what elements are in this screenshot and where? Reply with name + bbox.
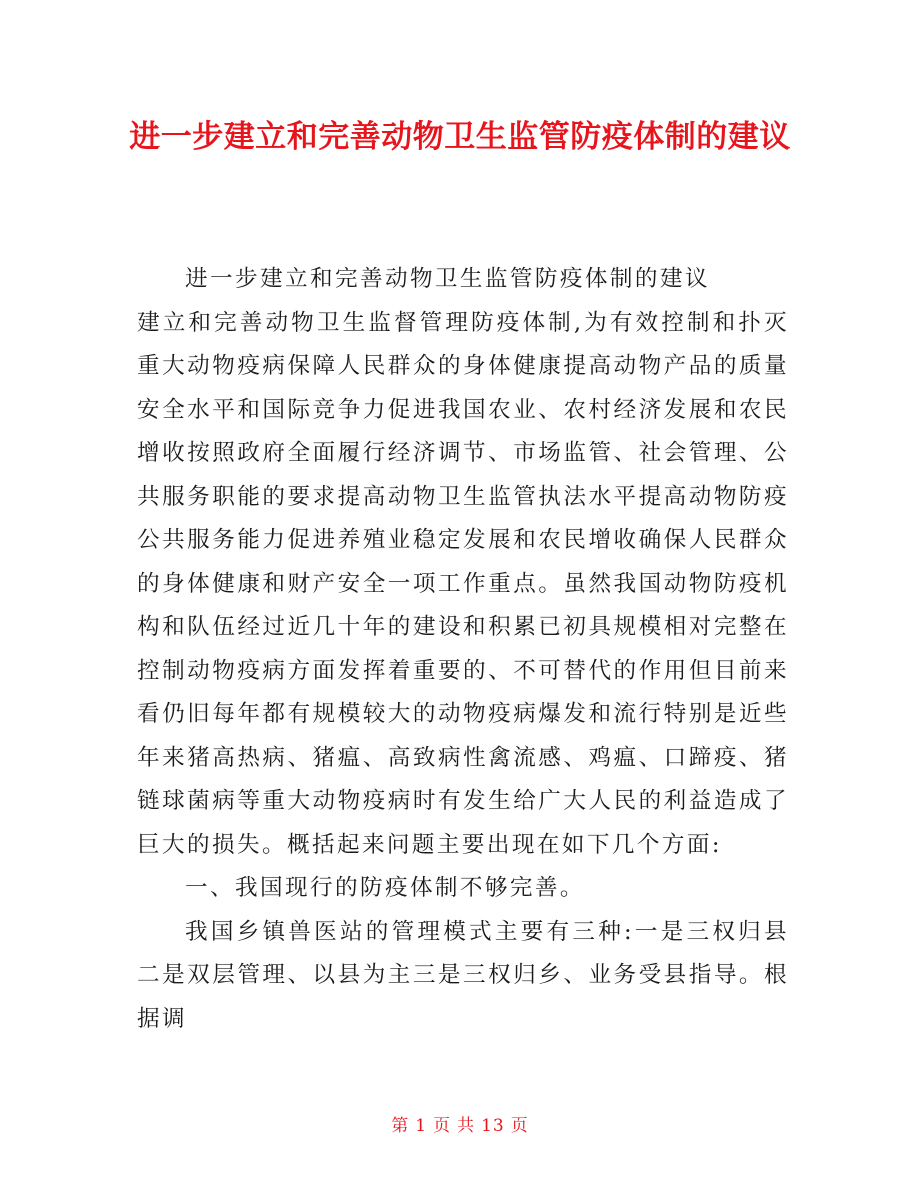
paragraph-section-body: 我国乡镇兽医站的管理模式主要有三种:一是三权归县二是双层管理、以县为主三是三权归乡、业务受县指导。根据调 [137,918,789,1032]
document-title: 进一步建立和完善动物卫生监管防疫体制的建议 [129,119,791,155]
paragraph-subtitle: 进一步建立和完善动物卫生监管防疫体制的建议 [185,266,710,292]
footer-page-label: 第 [391,1116,410,1136]
page-footer [0,1114,920,1138]
paragraph-section-heading: 一、我国现行的防疫体制不够完善。 [185,875,585,901]
footer-total-label: 共 [457,1116,476,1136]
footer-total-pages: 13 [481,1116,505,1136]
footer-total-unit: 页 [510,1116,529,1136]
footer-page-unit: 页 [433,1116,452,1136]
footer-current-page: 1 [415,1116,428,1136]
paragraph-intro: 建立和完善动物卫生监督管理防疫体制,为有效控制和扑灭重大动物疫病保障人民群众的身体健康提高动物产品的质量安全水平和国际竞争力促进我国农业、农村经济发展和农民增收按照政府全面履行经济调节、市场监管、社会管理、公共服务职能的要求提高动物卫生监管执法水平提高动物防疫公共服务能力促进养殖业稳定发展和农民增收确保人民群众的身体健康和财产安全一项工作重点。虽然我国动物防疫机构和队伍经过近几十年的建设和积累已初具规模相对完整在控制动物疫病方面发挥着重要的、不可替代的作用但目前来看仍旧每年都有规模较大的动物疫病爆发和流行特别是近些年来猪高热病、猪瘟、高致病性禽流感、鸡瘟、口蹄疫、猪链球菌病等重大动物疫病时有发生给广大人民的利益造成了巨大的损失。概括起来问题主要出现在如下几个方面: [137,309,789,858]
document-body [137,258,789,1041]
